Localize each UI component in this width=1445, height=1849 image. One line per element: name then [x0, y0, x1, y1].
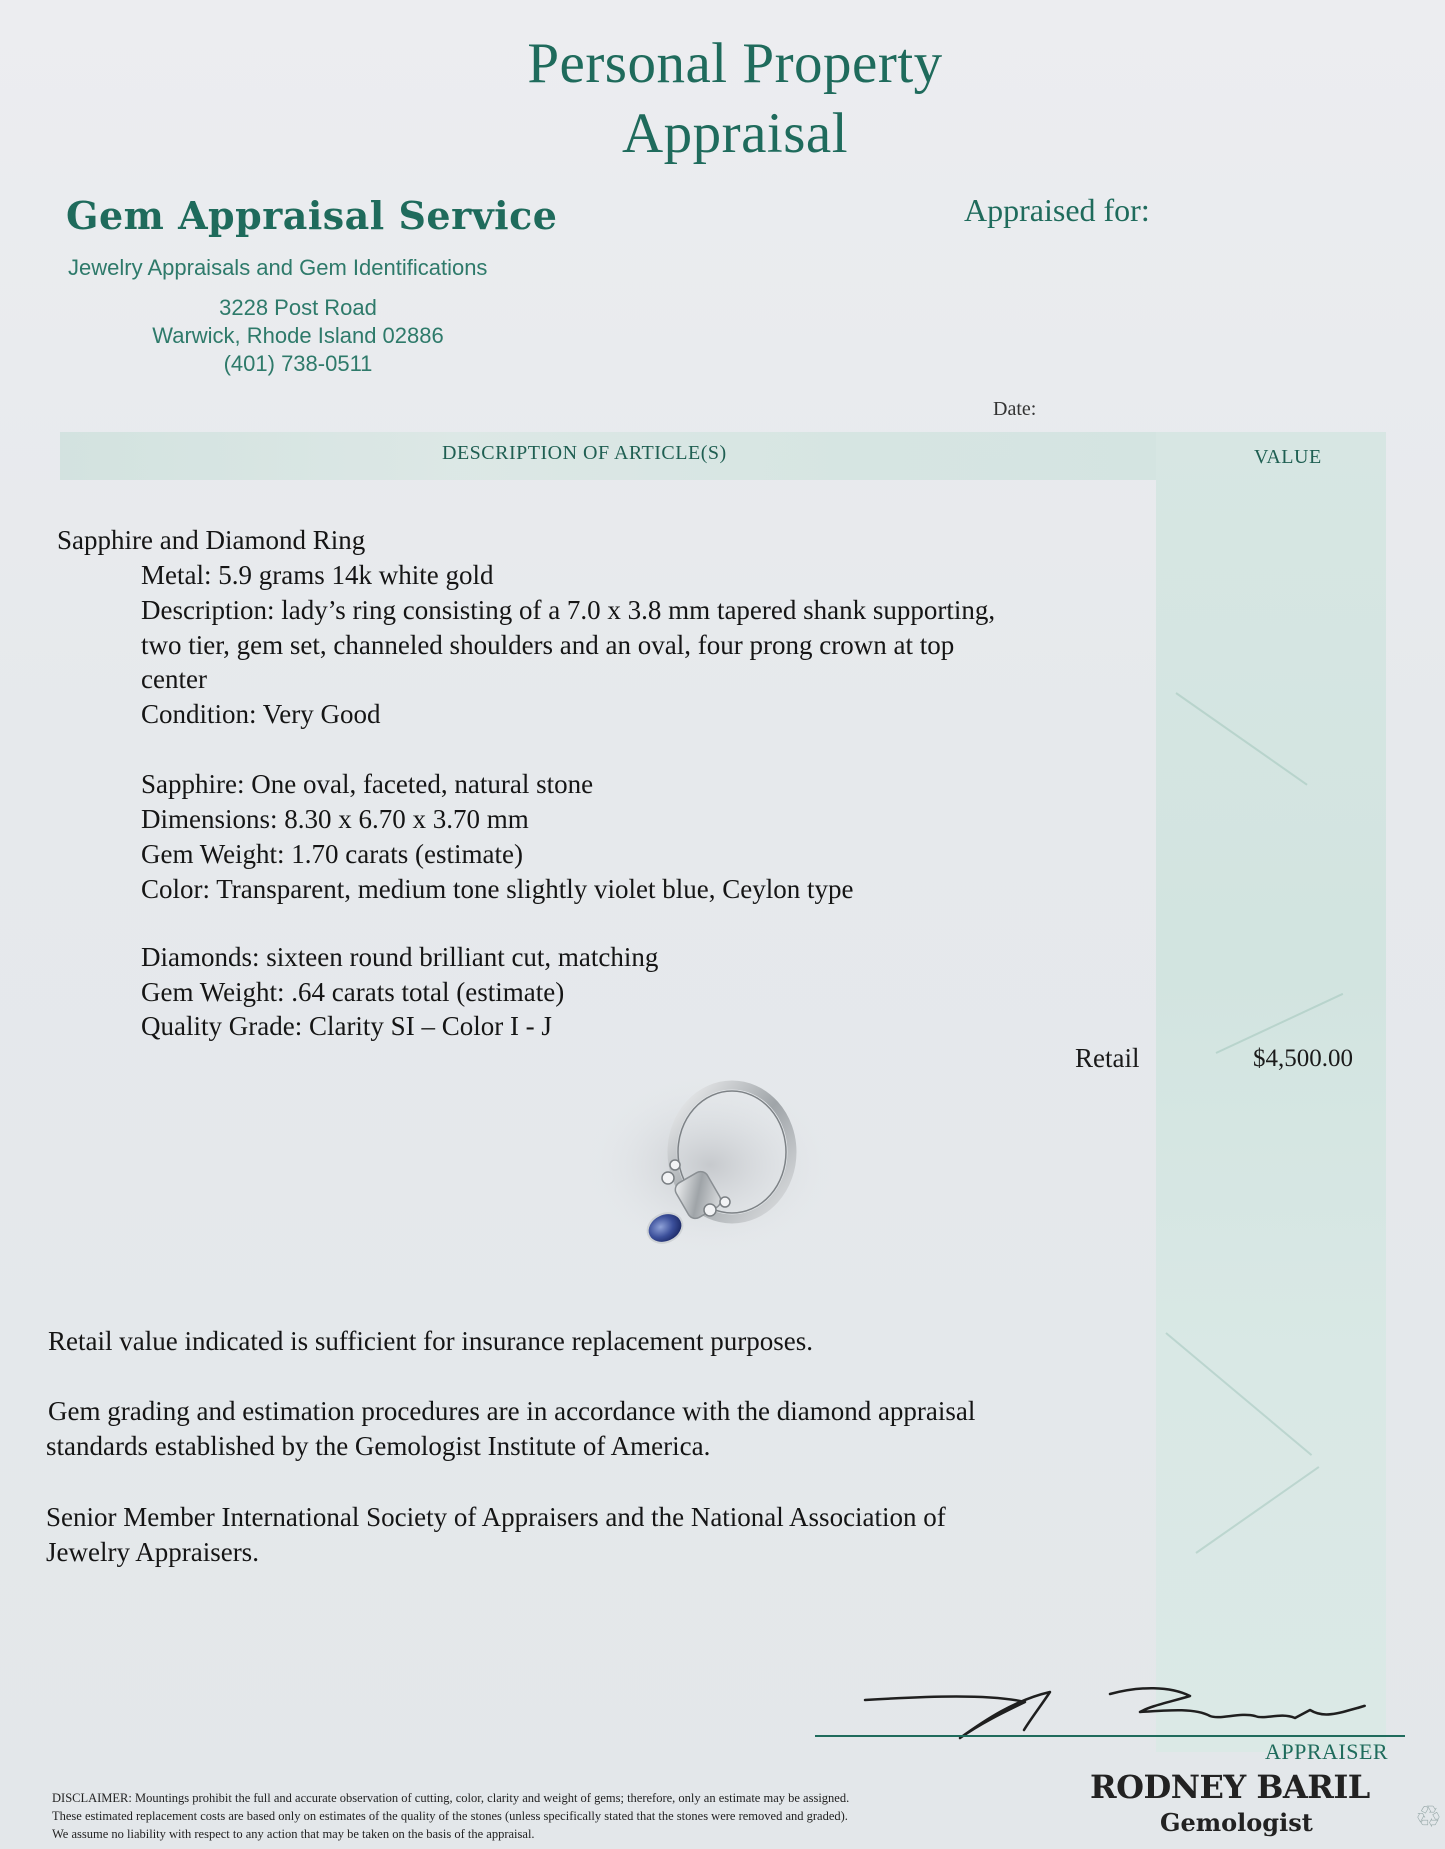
article-line: Metal: 5.9 grams 14k white gold: [141, 560, 494, 590]
sapphire-line: Dimensions: 8.30 x 6.70 x 3.70 mm: [141, 804, 529, 834]
sapphire-line: Gem Weight: 1.70 carats (estimate): [141, 839, 523, 869]
disclaimer-line1: DISCLAIMER: Mountings prohibit the full and accurate observation of cutting, color, clarity and weight of gems; therefore, only an estimate may be assigned.: [52, 1791, 850, 1805]
page-title-line1: Personal Property: [527, 32, 943, 95]
value-header: VALUE: [1254, 446, 1322, 468]
article-line: two tier, gem set, channeled shoulders and an oval, four prong crown at top: [141, 630, 955, 660]
article-line: Description: lady’s ring consisting of a 7.0 x 3.8 mm tapered shank supporting,: [141, 595, 996, 625]
company-phone: (401) 738-0511: [223, 351, 373, 376]
company-tagline: Jewelry Appraisals and Gem Identifications: [68, 255, 488, 280]
membership-note-line1: Senior Member International Society of Appraisers and the National Association of: [46, 1502, 946, 1532]
recycle-icon: ♲: [1415, 1800, 1442, 1835]
membership-note-line2: Jewelry Appraisers.: [46, 1537, 259, 1567]
company-address-line2: Warwick, Rhode Island 02886: [152, 323, 444, 348]
article-line: center: [141, 664, 207, 694]
page-title-line2: Appraisal: [621, 102, 849, 165]
appraiser-label: APPRAISER: [1265, 1739, 1389, 1764]
article-line: Condition: Very Good: [141, 699, 381, 729]
description-header: DESCRIPTION OF ARTICLE(S): [442, 442, 727, 464]
diamond-line: Gem Weight: .64 carats total (estimate): [141, 977, 565, 1007]
grading-note-line2: standards established by the Gemologist Institute of America.: [46, 1431, 711, 1461]
retail-note: Retail value indicated is sufficient for insurance replacement purposes.: [48, 1326, 813, 1356]
disclaimer-line2: These estimated replacement costs are based only on estimates of the quality of the stones (unless specifically stated that the stones were removed and graded).: [52, 1809, 848, 1823]
sapphire-line: Sapphire: One oval, faceted, natural stone: [141, 769, 594, 799]
appraiser-title: Gemologist: [1160, 1808, 1313, 1837]
company-name: Gem Appraisal Service: [66, 193, 558, 238]
appraiser-name: RODNEY BARIL: [1090, 1768, 1370, 1806]
company-address-line1: 3228 Post Road: [219, 295, 377, 320]
ring-photo-icon: [560, 1060, 860, 1290]
sapphire-line: Color: Transparent, medium tone slightly violet blue, Ceylon type: [141, 874, 854, 904]
disclaimer-line3: We assume no liability with respect to any action that may be taken on the basis of the appraisal.: [52, 1827, 535, 1841]
article-title: Sapphire and Diamond Ring: [57, 525, 366, 555]
appraised-for-label: Appraised for:: [964, 192, 1150, 228]
retail-label: Retail: [1075, 1043, 1140, 1073]
signature-line: [815, 1735, 1405, 1737]
grading-note-line1: Gem grading and estimation procedures are in accordance with the diamond appraisal: [48, 1396, 976, 1426]
diamond-line: Diamonds: sixteen round brilliant cut, matching: [141, 942, 659, 972]
date-label: Date:: [993, 398, 1037, 420]
diamond-line: Quality Grade: Clarity SI – Color I - J: [141, 1011, 552, 1041]
retail-value: $4,500.00: [1253, 1045, 1353, 1072]
disclaimer: [52, 1789, 849, 1843]
value-column: [1156, 432, 1386, 1752]
